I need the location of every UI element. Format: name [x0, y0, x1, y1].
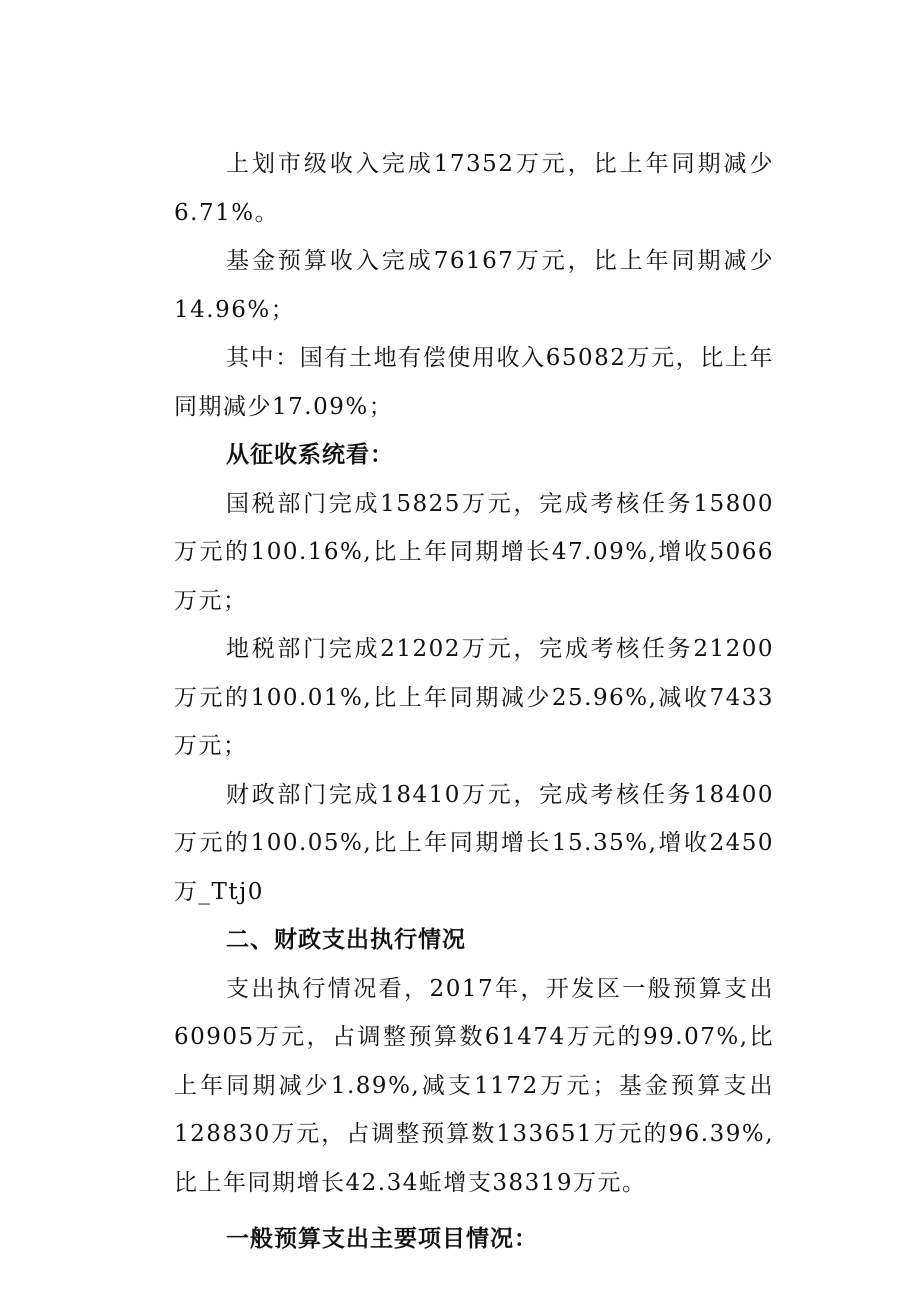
paragraph-finance-department: 财政部门完成18410万元，完成考核任务18400万元的100.05%,比上年同期增长15.35%,增收2450万_Ttj0 — [174, 781, 774, 905]
paragraph-land-use-revenue: 其中：国有土地有偿使用收入65082万元，比上年同期减少17.09%； — [174, 345, 774, 420]
heading-expenditure-execution: 二、财政支出执行情况 — [226, 927, 466, 953]
heading-collection-system: 从征收系统看： — [226, 442, 394, 468]
paragraph-fund-budget-revenue: 基金预算收入完成76167万元，比上年同期减少14.96%； — [174, 248, 774, 323]
paragraph-local-tax: 地税部门完成21202万元，完成考核任务21200万元的100.01%,比上年同期减少25.96%,减收7433万元； — [174, 636, 774, 759]
heading-main-expenditure-items: 一般预算支出主要项目情况： — [226, 1226, 538, 1252]
paragraph-municipal-revenue: 上划市级收入完成17352万元，比上年同期减少6.71%。 — [174, 151, 774, 226]
paragraph-expenditure-overview: 支出执行情况看，2017年，开发区一般预算支出60905万元，占调整预算数61474万元的99.07%,比上年同期减少1.89%,减支1172万元；基金预算支出128830万元，占调整预算数133651万元的96.39%,比上年同期增长42.34蚯增支38319万元。 — [174, 975, 774, 1196]
document-body — [174, 140, 774, 1264]
paragraph-national-tax: 国税部门完成15825万元，完成考核任务15800万元的100.16%,比上年同期增长47.09%,增收5066万元； — [174, 490, 774, 614]
